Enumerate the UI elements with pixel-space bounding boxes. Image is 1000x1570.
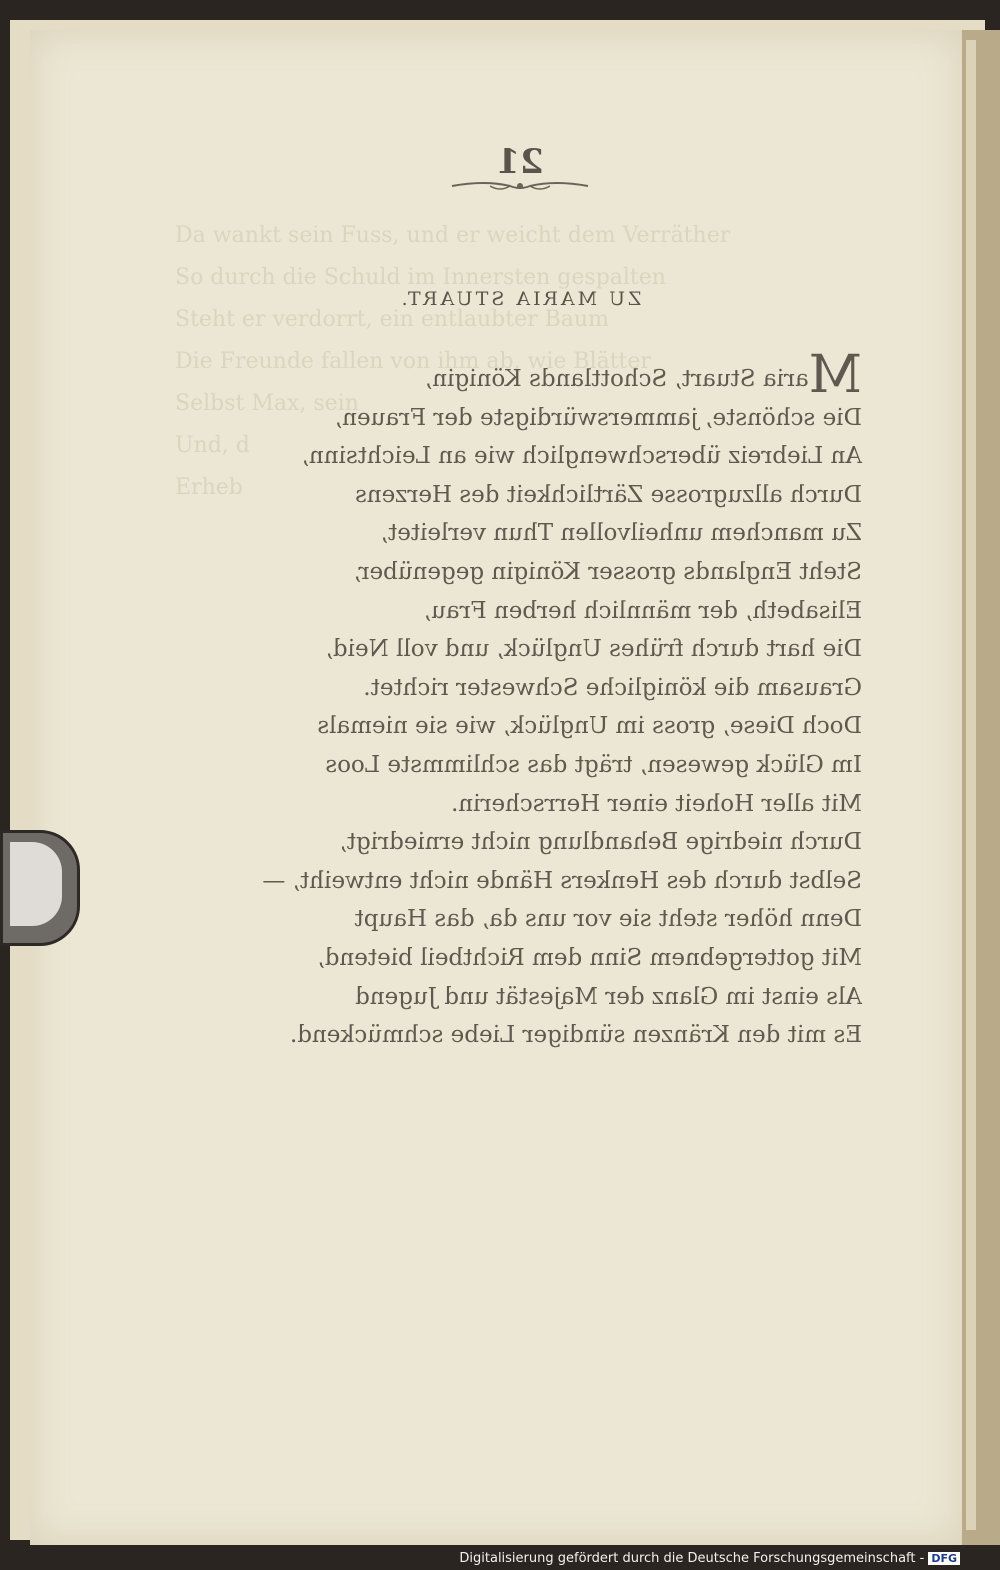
poem-line: Mit gottergebnem Sinn dem Richtbeil bietend, (317, 944, 862, 971)
poem-title: ZU MARIA STUART. (398, 288, 642, 310)
digitization-credit (459, 1551, 960, 1566)
bleed-line: So durch die Schuld im Innersten gespalten (175, 265, 666, 290)
bleed-line: Erheb (175, 475, 243, 500)
poem-line: Im Glück gewesen, trägt das schlimmste Loos (325, 751, 862, 778)
poem-line: Es mit den Kränzen sündiger Liebe schmückend. (289, 1022, 862, 1049)
page-edge-highlight (966, 40, 976, 1530)
poem-line: An Liebreiz überschwenglich wie an Leichtsinn, (301, 443, 862, 470)
poem-line: Elisabeth, der männlich herben Frau, (423, 597, 862, 624)
poem-line: Durch niedrige Behandlung nicht erniedrigt, (339, 829, 862, 856)
poem-line: Mit aller Hoheit einer Herrscherin. (451, 790, 862, 817)
poem-line: Grausam die königliche Schwester richtet. (363, 674, 862, 701)
dfg-logo: DFG (928, 1552, 960, 1565)
ornament-divider (450, 178, 590, 194)
credit-text: Digitalisierung gefördert durch die Deutsche Forschungsgemeinschaft - (459, 1551, 925, 1566)
poem-line: Die hart durch frühes Unglück, und voll Neid, (325, 636, 862, 663)
poem-line: Steht Englands grosser Königin gegenüber, (353, 558, 862, 585)
poem-line: Durch allzugrosse Zärtlichkeit des Herzens (355, 481, 862, 508)
bleed-line: Selbst Max, sein (175, 391, 359, 416)
poem-line: Doch Diese, gross im Unglück, wie sie niemals (317, 713, 862, 740)
poem-line: Als einst im Glanz der Majestät und Jugend (355, 983, 862, 1010)
bleed-line: Da wankt sein Fuss, und er weicht dem Verräther (175, 223, 731, 248)
mirrored-page-content (150, 120, 890, 1080)
poem-line: Die schönste, jammerswürdigste der Frauen, (334, 404, 862, 431)
bleed-line: Und, d (175, 433, 250, 458)
page-clip-highlight (10, 842, 62, 926)
page-number: 21 (496, 142, 544, 182)
bleed-line: Steht er verdorrt, ein entlaubter Baum (175, 307, 609, 332)
poem-first-line: aria Stuart, Schottlands Königin, (424, 366, 809, 392)
poem-line: Zu manchem unheilvollen Thun verleitet, (380, 520, 862, 547)
poem-body (162, 345, 862, 1055)
bleed-line: Die Freunde fallen von ihm ab, wie Blätter (175, 349, 651, 374)
drop-cap: M (808, 345, 862, 405)
poem-line: Denn höher steht sie vor uns da, das Haupt (354, 906, 862, 933)
poem-line: Selbst durch des Henkers Hände nicht entweiht, — (262, 867, 862, 894)
